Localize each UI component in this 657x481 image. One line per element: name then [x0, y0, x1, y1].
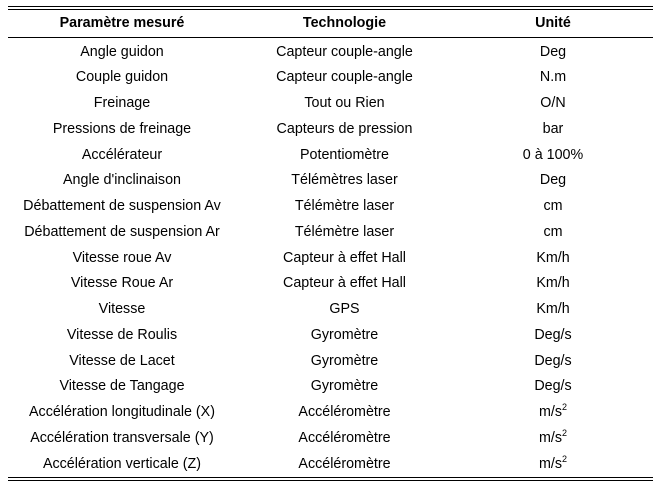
cell-technologie: Accéléromètre: [298, 429, 391, 446]
header-technologie: Technologie: [302, 15, 387, 32]
cell-technologie: Gyromètre: [310, 326, 379, 343]
unite-value: Km/h: [536, 249, 570, 266]
cell-parametre: Freinage: [93, 95, 151, 112]
cell-parametre: Vitesse de Tangage: [59, 378, 185, 395]
cell-parametre: Vitesse de Roulis: [66, 326, 178, 343]
unite-value: m/s: [538, 429, 562, 446]
cell-parametre: Angle guidon: [80, 43, 164, 60]
cell-unite: [453, 70, 653, 84]
cell-parametre: Accélération verticale (Z): [42, 455, 202, 472]
table-row: [8, 91, 653, 117]
cell-technologie: Gyromètre: [310, 352, 379, 369]
cell-unite: [453, 402, 653, 421]
unite-value: m/s: [538, 455, 562, 472]
cell-unite: [453, 302, 653, 316]
cell-technologie: Capteur à effet Hall: [283, 249, 406, 266]
cell-parametre: Couple guidon: [75, 69, 169, 86]
unite-value: Deg/s: [534, 378, 572, 395]
cell-unite: [453, 122, 653, 136]
unite-value: N.m: [539, 69, 567, 86]
table-row: [8, 219, 653, 245]
table-top-rule: [8, 6, 653, 7]
table-row: [8, 322, 653, 348]
cell-parametre: Accélération longitudinale (X): [29, 404, 215, 421]
table-row: [8, 116, 653, 142]
cell-unite: [453, 276, 653, 290]
cell-unite: [453, 427, 653, 446]
cell-parametre: Débattement de suspension Ar: [24, 223, 220, 240]
cell-parametre: Accélération transversale (Y): [30, 429, 214, 446]
cell-unite: [453, 225, 653, 239]
cell-technologie: Accéléromètre: [298, 455, 391, 472]
table-row: [8, 348, 653, 374]
table-row: [8, 271, 653, 297]
table-header-row: [8, 10, 653, 37]
table-row: [8, 425, 653, 451]
table-row: [8, 194, 653, 220]
cell-unite: [453, 328, 653, 342]
cell-parametre: Vitesse de Lacet: [69, 352, 175, 369]
table-row: [8, 168, 653, 194]
table-row: [8, 297, 653, 323]
header-unite: Unité: [535, 15, 571, 32]
cell-parametre: Angle d'inclinaison: [63, 172, 181, 189]
table-row: [8, 245, 653, 271]
unite-value: Deg: [539, 172, 567, 189]
unite-value: O/N: [540, 95, 566, 112]
unite-value: 0 à 100%: [522, 146, 584, 163]
cell-unite: [453, 96, 653, 110]
cell-parametre: Pressions de freinage: [52, 120, 192, 137]
unite-exponent: 2: [562, 453, 568, 464]
cell-parametre: Vitesse Roue Ar: [70, 275, 174, 292]
cell-technologie: Télémètre laser: [294, 198, 395, 215]
cell-unite: [453, 379, 653, 393]
unite-exponent: 2: [562, 427, 568, 438]
table-row: [8, 142, 653, 168]
cell-technologie: Gyromètre: [310, 378, 379, 395]
unite-value: Km/h: [536, 275, 570, 292]
table-row: [8, 374, 653, 400]
cell-unite: [453, 251, 653, 265]
cell-technologie: Capteurs de pression: [276, 120, 413, 137]
unite-value: Deg/s: [534, 326, 572, 343]
cell-unite: [453, 354, 653, 368]
table-row: [8, 39, 653, 65]
unite-value: cm: [543, 223, 563, 240]
cell-unite: [453, 173, 653, 187]
cell-technologie: Capteur à effet Hall: [283, 275, 406, 292]
unite-value: cm: [543, 198, 563, 215]
cell-parametre: Vitesse: [98, 301, 146, 318]
header-parametre: Paramètre mesuré: [59, 15, 185, 32]
table-row: [8, 65, 653, 91]
measurement-table: [8, 6, 653, 481]
cell-unite: [453, 453, 653, 472]
cell-technologie: Capteur couple-angle: [276, 43, 413, 60]
cell-technologie: Potentiomètre: [299, 146, 389, 163]
cell-unite: [453, 148, 653, 162]
cell-technologie: GPS: [329, 301, 360, 318]
cell-unite: [453, 45, 653, 59]
unite-value: Deg/s: [534, 352, 572, 369]
unite-value: Deg: [539, 43, 567, 60]
cell-parametre: Accélérateur: [81, 146, 163, 163]
unite-value: Km/h: [536, 301, 570, 318]
table-row: [8, 400, 653, 426]
table-bottom-rule: [8, 477, 653, 478]
cell-technologie: Télémètres laser: [291, 172, 398, 189]
cell-technologie: Capteur couple-angle: [276, 69, 413, 86]
cell-technologie: Télémètre laser: [294, 223, 395, 240]
unite-exponent: 2: [562, 402, 568, 413]
cell-parametre: Vitesse roue Av: [72, 249, 172, 266]
unite-value: m/s: [538, 404, 562, 421]
table-row: [8, 451, 653, 477]
cell-technologie: Accéléromètre: [298, 404, 391, 421]
cell-parametre: Débattement de suspension Av: [23, 198, 221, 215]
cell-technologie: Tout ou Rien: [304, 95, 385, 112]
unite-value: bar: [542, 120, 564, 137]
table-body: [8, 38, 653, 477]
cell-unite: [453, 199, 653, 213]
